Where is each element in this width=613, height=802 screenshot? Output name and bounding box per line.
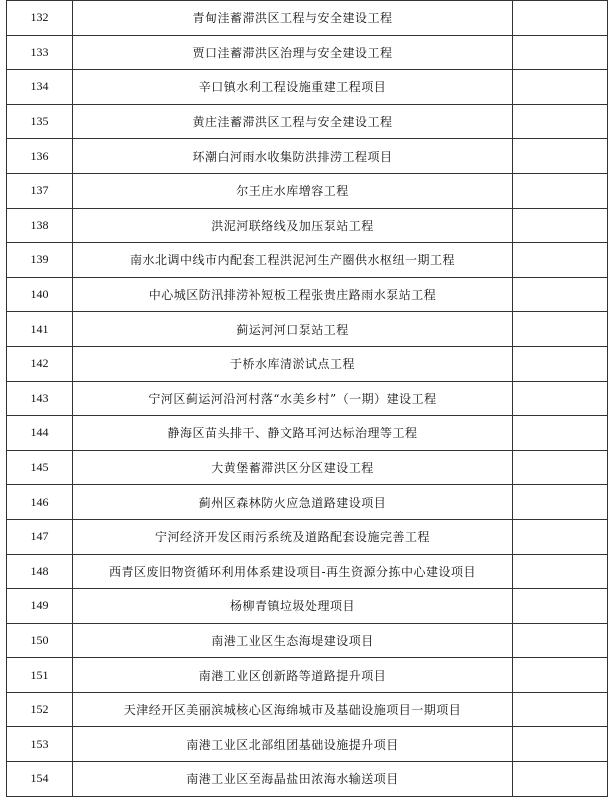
remarks-cell <box>513 70 608 105</box>
table-row <box>7 727 608 762</box>
remarks-cell <box>513 312 608 347</box>
remarks-cell <box>513 243 608 278</box>
project-name-cell: 大黄堡蓄滞洪区分区建设工程 <box>73 450 513 485</box>
row-number-cell: 149 <box>7 589 73 624</box>
project-name-cell: 于桥水库清淤试点工程 <box>73 346 513 381</box>
table-row <box>7 243 608 278</box>
remarks-cell <box>513 519 608 554</box>
project-name-cell: 尔王庄水库增容工程 <box>73 173 513 208</box>
table-row <box>7 104 608 139</box>
remarks-cell <box>513 381 608 416</box>
row-number-cell: 147 <box>7 519 73 554</box>
remarks-cell <box>513 727 608 762</box>
table-row <box>7 139 608 174</box>
remarks-cell <box>513 104 608 139</box>
project-name-cell: 洪泥河联络线及加压泵站工程 <box>73 208 513 243</box>
table-row <box>7 381 608 416</box>
project-name-cell: 蓟州区森林防火应急道路建设项目 <box>73 485 513 520</box>
remarks-cell <box>513 173 608 208</box>
project-name-cell: 南港工业区北部组团基础设施提升项目 <box>73 727 513 762</box>
row-number-cell: 145 <box>7 450 73 485</box>
project-name-cell: 杨柳青镇垃圾处理项目 <box>73 589 513 624</box>
project-name-cell: 环潮白河雨水收集防洪排涝工程项目 <box>73 139 513 174</box>
table-row <box>7 762 608 797</box>
project-table-body <box>7 1 608 797</box>
row-number-cell: 153 <box>7 727 73 762</box>
remarks-cell <box>513 346 608 381</box>
row-number-cell: 154 <box>7 762 73 797</box>
row-number-cell: 139 <box>7 243 73 278</box>
table-row <box>7 173 608 208</box>
remarks-cell <box>513 623 608 658</box>
table-row <box>7 589 608 624</box>
project-name-cell: 静海区苗头排干、静文路耳河达标治理等工程 <box>73 416 513 451</box>
project-name-cell: 青甸洼蓄滞洪区工程与安全建设工程 <box>73 1 513 36</box>
table-row <box>7 346 608 381</box>
row-number-cell: 138 <box>7 208 73 243</box>
project-name-cell: 南港工业区创新路等道路提升项目 <box>73 658 513 693</box>
row-number-cell: 148 <box>7 554 73 589</box>
row-number-cell: 137 <box>7 173 73 208</box>
project-name-cell: 南港工业区至海晶盐田浓海水输送项目 <box>73 762 513 797</box>
remarks-cell <box>513 450 608 485</box>
project-name-cell: 天津经开区美丽滨城核心区海绵城市及基础设施项目一期项目 <box>73 692 513 727</box>
table-row <box>7 70 608 105</box>
row-number-cell: 132 <box>7 1 73 36</box>
remarks-cell <box>513 208 608 243</box>
table-row <box>7 519 608 554</box>
project-name-cell: 黄庄洼蓄滞洪区工程与安全建设工程 <box>73 104 513 139</box>
row-number-cell: 133 <box>7 35 73 70</box>
table-row <box>7 554 608 589</box>
project-table <box>6 0 608 797</box>
project-name-cell: 南水北调中线市内配套工程洪泥河生产圈供水枢纽一期工程 <box>73 243 513 278</box>
row-number-cell: 136 <box>7 139 73 174</box>
table-row <box>7 416 608 451</box>
table-row <box>7 450 608 485</box>
table-row <box>7 623 608 658</box>
row-number-cell: 140 <box>7 277 73 312</box>
remarks-cell <box>513 1 608 36</box>
remarks-cell <box>513 139 608 174</box>
remarks-cell <box>513 554 608 589</box>
table-row <box>7 312 608 347</box>
row-number-cell: 144 <box>7 416 73 451</box>
row-number-cell: 141 <box>7 312 73 347</box>
table-row <box>7 485 608 520</box>
row-number-cell: 150 <box>7 623 73 658</box>
table-row <box>7 1 608 36</box>
row-number-cell: 135 <box>7 104 73 139</box>
remarks-cell <box>513 277 608 312</box>
remarks-cell <box>513 485 608 520</box>
row-number-cell: 152 <box>7 692 73 727</box>
project-name-cell: 蓟运河河口泵站工程 <box>73 312 513 347</box>
remarks-cell <box>513 762 608 797</box>
table-row <box>7 35 608 70</box>
project-name-cell: 贾口洼蓄滞洪区治理与安全建设工程 <box>73 35 513 70</box>
remarks-cell <box>513 416 608 451</box>
row-number-cell: 142 <box>7 346 73 381</box>
remarks-cell <box>513 35 608 70</box>
remarks-cell <box>513 589 608 624</box>
table-row <box>7 692 608 727</box>
row-number-cell: 146 <box>7 485 73 520</box>
row-number-cell: 143 <box>7 381 73 416</box>
project-name-cell: 辛口镇水利工程设施重建工程项目 <box>73 70 513 105</box>
project-name-cell: 南港工业区生态海堤建设项目 <box>73 623 513 658</box>
remarks-cell <box>513 692 608 727</box>
table-row <box>7 277 608 312</box>
remarks-cell <box>513 658 608 693</box>
project-name-cell: 宁河经济开发区雨污系统及道路配套设施完善工程 <box>73 519 513 554</box>
table-row <box>7 208 608 243</box>
row-number-cell: 151 <box>7 658 73 693</box>
project-name-cell: 西青区废旧物资循环利用体系建设项目-再生资源分拣中心建设项目 <box>73 554 513 589</box>
project-name-cell: 中心城区防汛排涝补短板工程张贵庄路雨水泵站工程 <box>73 277 513 312</box>
row-number-cell: 134 <box>7 70 73 105</box>
project-name-cell: 宁河区蓟运河沿河村落“水美乡村”（一期）建设工程 <box>73 381 513 416</box>
table-row <box>7 658 608 693</box>
